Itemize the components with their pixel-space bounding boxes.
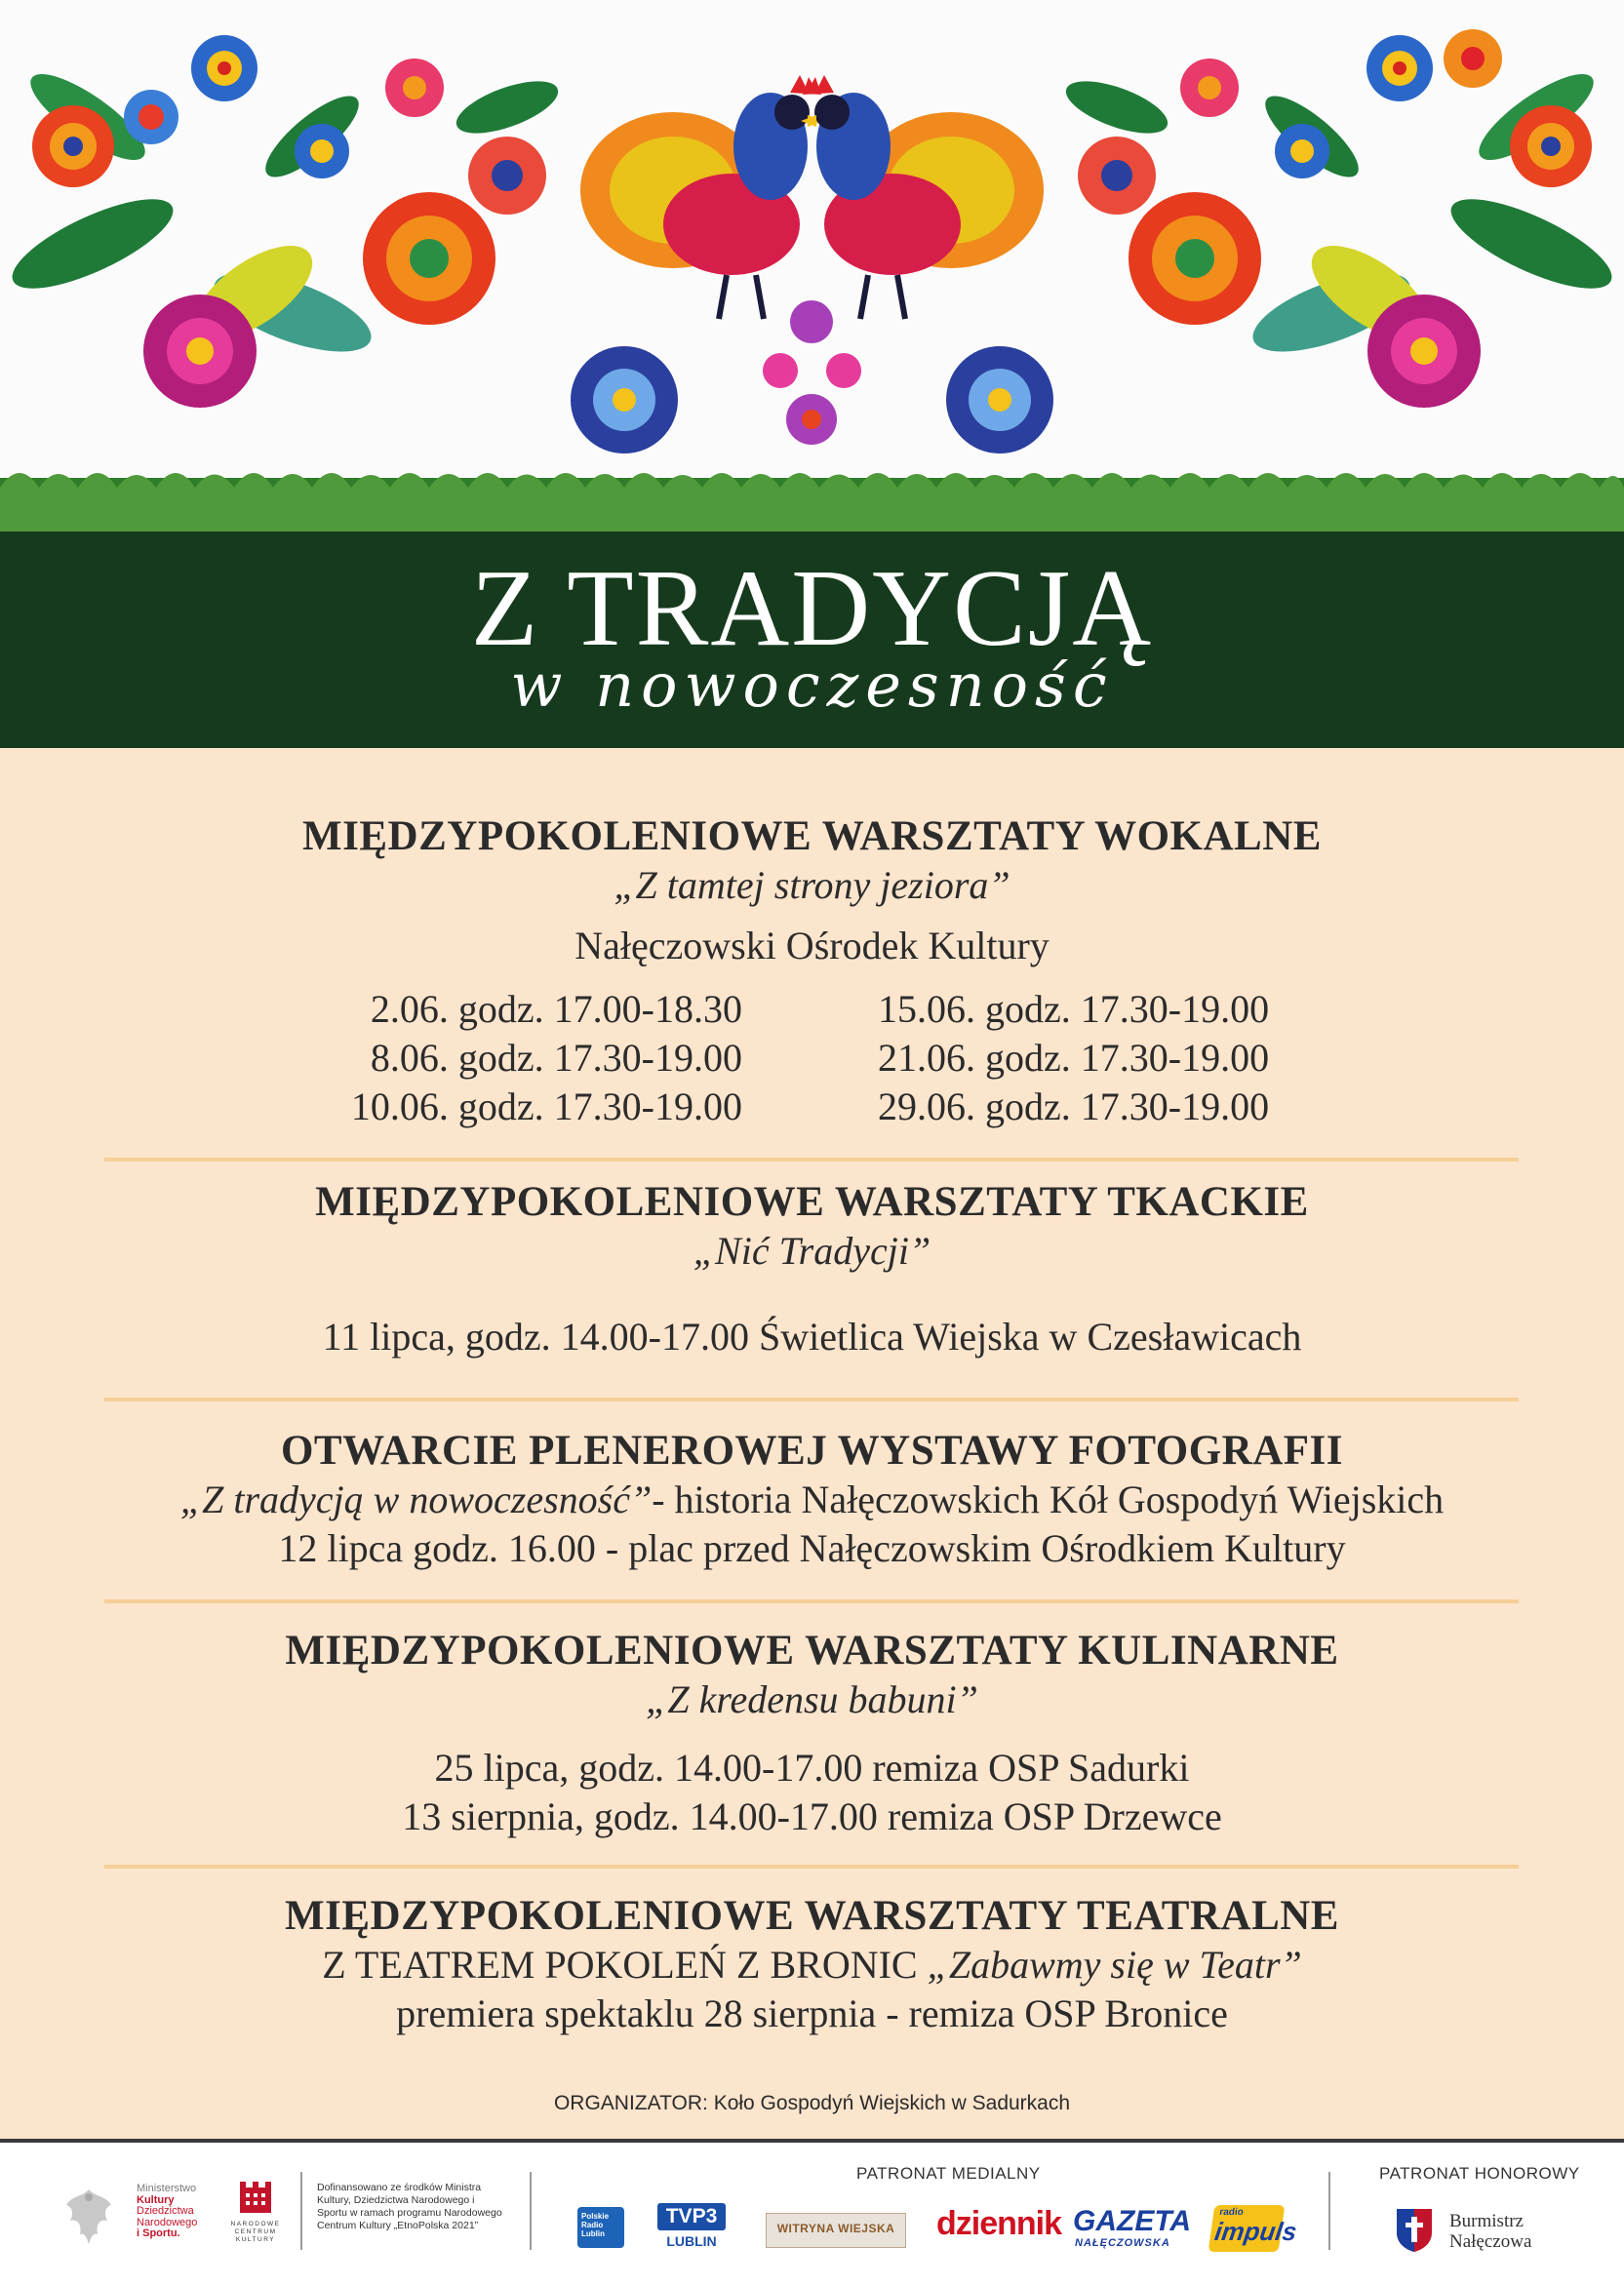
footer-divider — [530, 2172, 532, 2250]
gazeta-logo — [1073, 2205, 1192, 2252]
event-culinary — [59, 1627, 1565, 1841]
witryna-name: WITRYNA WIEJSKA — [776, 2222, 895, 2235]
nck-name-line: NARODOWE — [230, 2221, 281, 2227]
ministry-name-line: Narodowego — [137, 2216, 198, 2228]
event-quote: „Z tradycją w nowoczesność” — [179, 1478, 653, 1521]
nck-name-line: CENTRUM — [234, 2228, 277, 2235]
event-details: premiera spektaklu 28 sierpnia - remiza OSP Bronice — [396, 1991, 1228, 2035]
left-rooster — [580, 75, 823, 319]
dziennik-logo: dziennik — [936, 2205, 1062, 2242]
event-heading: MIĘDZYPOKOLENIOWE WARSZTATY KULINARNE — [285, 1628, 1339, 1674]
witryna-wiejska-logo — [766, 2213, 906, 2248]
section-divider — [104, 1865, 1519, 1869]
event-quote: „Z kredensu babuni” — [646, 1677, 978, 1721]
event-weaving — [59, 1178, 1565, 1361]
ministry-name-line: i Sportu. — [137, 2227, 180, 2239]
event-exhibition — [59, 1427, 1565, 1573]
tvp3-logo — [655, 2203, 730, 2254]
date-item: 8.06. godz. 17.30-19.00 — [370, 1036, 742, 1080]
event-quote: „Z tamtej strony jeziora” — [614, 863, 1010, 907]
eagle-emblem-icon — [60, 2184, 117, 2248]
event-heading: OTWARCIE PLENEROWEJ WYSTAWY FOTOGRAFII — [280, 1428, 1343, 1474]
poster-title: Z TRADYCJĄ — [470, 548, 1154, 669]
date-item: 21.06. godz. 17.30-19.00 — [878, 1036, 1270, 1080]
section-divider — [104, 1398, 1519, 1401]
event-theatre — [59, 1892, 1565, 2038]
event-quote: „Zabawmy się w Teatr” — [927, 1943, 1302, 1987]
event-details: 12 lipca godz. 16.00 - plac przed Nałęczowskim Ośrodkiem Kultury — [278, 1526, 1346, 1570]
ministry-name-line: Dziedzictwa — [137, 2205, 194, 2217]
ministry-name-line: Ministerstwo — [137, 2183, 197, 2194]
event-details: 25 lipca, godz. 14.00-17.00 remiza OSP Sadurki — [434, 1746, 1190, 1790]
event-line — [59, 1941, 1565, 1990]
event-details: 11 lipca, godz. 14.00-17.00 Świetlica Wiejska w Czesławicach — [322, 1315, 1302, 1359]
radio-name-line: Lublin — [581, 2229, 605, 2238]
grass-strip — [0, 473, 1624, 532]
folk-art-illustration — [0, 0, 1624, 532]
section-divider — [104, 1599, 1519, 1603]
impuls-name: impuls — [1212, 2217, 1299, 2246]
event-details: 13 sierpnia, godz. 14.00-17.00 remiza OSP Drzewce — [402, 1794, 1222, 1838]
tvp-region: LUBLIN — [666, 2233, 717, 2249]
event-heading: MIĘDZYPOKOLENIOWE WARSZTATY WOKALNE — [302, 813, 1322, 859]
event-heading: MIĘDZYPOKOLENIOWE WARSZTATY TKACKIE — [315, 1179, 1309, 1225]
footer-divider — [300, 2172, 302, 2250]
radio-name-line: Polskie — [581, 2212, 610, 2221]
coat-of-arms-icon — [1395, 2207, 1434, 2252]
ministry-name-line: Kultury — [137, 2193, 175, 2206]
burmistrz-logo — [1395, 2205, 1551, 2256]
tvp-mark: TVP3 — [657, 2203, 726, 2230]
gazeta-name: GAZETA — [1073, 2205, 1192, 2237]
gazeta-subname: NAŁĘCZOWSKA — [1075, 2237, 1170, 2249]
honorary-patronage-label: PATRONAT HONOROWY — [1379, 2164, 1580, 2183]
left-foliage — [2, 60, 565, 368]
impuls-small: radio — [1218, 2207, 1245, 2218]
polskie-radio-logo — [577, 2207, 624, 2248]
section-divider — [104, 1158, 1519, 1162]
footer-sponsors — [0, 2139, 1624, 2286]
event-heading: MIĘDZYPOKOLENIOWE WARSZTATY TEATRALNE — [285, 1893, 1339, 1939]
footer-divider — [1328, 2172, 1330, 2250]
nck-name-line: KULTURY — [235, 2236, 276, 2243]
right-foliage — [1059, 60, 1622, 368]
date-item: 10.06. godz. 17.30-19.00 — [350, 1084, 742, 1128]
event-line — [59, 1476, 1565, 1524]
honor-name-line: Nałęczowa — [1449, 2231, 1532, 2252]
honor-name-line: Burmistrz — [1449, 2211, 1524, 2231]
nck-logo — [226, 2180, 285, 2258]
event-description: - historia Nałęczowskich Kół Gospodyń Wiejskich — [652, 1478, 1445, 1521]
media-patronage-label: PATRONAT MEDIALNY — [856, 2164, 1041, 2183]
event-subheading: Z TEATREM POKOLEŃ Z BRONIC — [322, 1943, 928, 1987]
date-item: 2.06. godz. 17.00-18.30 — [370, 987, 742, 1031]
organizer-line: ORGANIZATOR: Koło Gospodyń Wiejskich w Sadurkach — [553, 2092, 1071, 2114]
folk-art-svg — [0, 0, 1624, 532]
right-rooster — [801, 75, 1044, 319]
date-item: 15.06. godz. 17.30-19.00 — [878, 987, 1270, 1031]
funding-note: Dofinansowano ze środków Ministra Kultury, Dziedzictwa Narodowego i Sportu w ramach programu Narodowego Centrum Kultury „EtnoPolska 2021” — [317, 2182, 502, 2231]
event-vocal — [59, 812, 1565, 970]
poster-subtitle: w nowoczesność — [510, 650, 1114, 721]
date-item: 29.06. godz. 17.30-19.00 — [878, 1084, 1270, 1128]
ministry-logo — [60, 2184, 207, 2252]
nck-castle-icon — [236, 2180, 275, 2215]
radio-impuls-logo — [1208, 2205, 1299, 2252]
event-venue: Nałęczowski Ośrodek Kultury — [574, 924, 1050, 967]
event-quote: „Nić Tradycji” — [693, 1229, 931, 1273]
center-flowers — [571, 300, 1053, 453]
radio-name-line: Radio — [581, 2221, 604, 2229]
